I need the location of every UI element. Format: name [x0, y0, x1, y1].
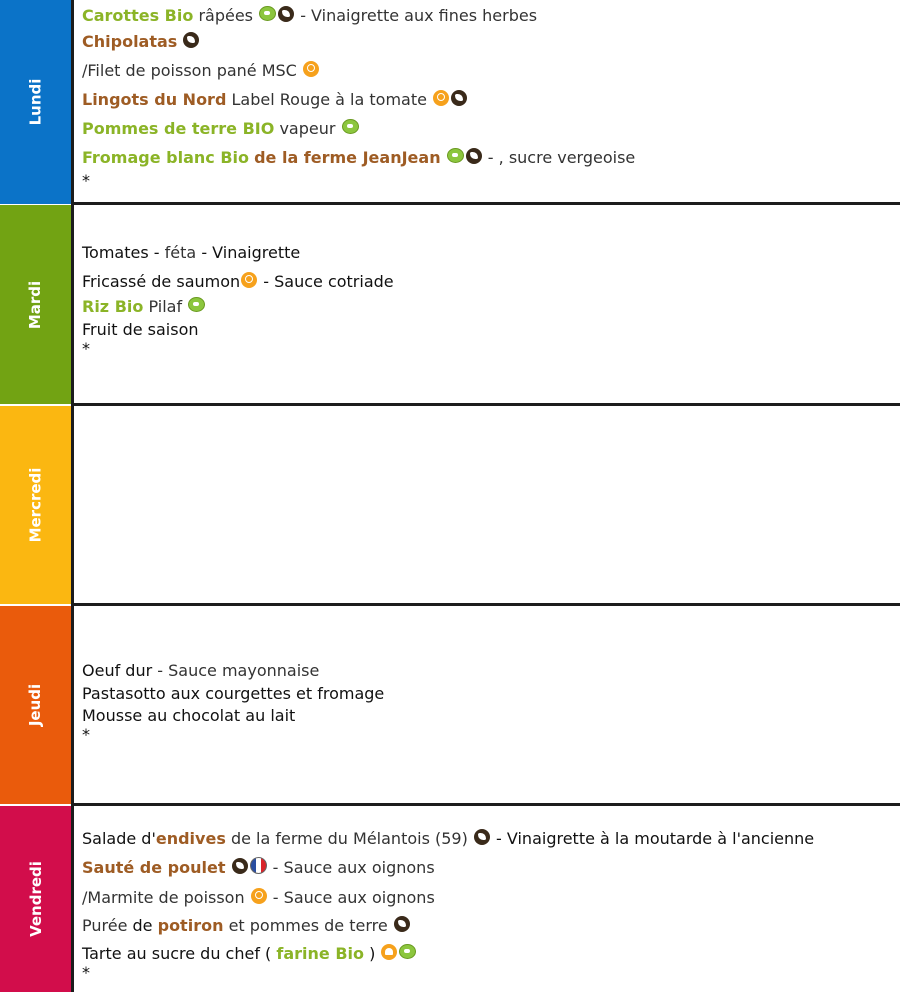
- menu-line: Tarte au sucre du chef ( farine Bio ): [82, 943, 900, 964]
- menu-line: Purée de potiron et pommes de terre: [82, 914, 900, 943]
- local-product-icon: [232, 858, 248, 874]
- menu-line: Tomates - féta - Vinaigrette: [82, 243, 301, 262]
- menu-line: Sauté de poulet - Sauce aux oignons: [82, 858, 435, 877]
- bio-icon: [342, 119, 359, 134]
- menu-line: Fricassé de saumon - Sauce cotriade: [82, 272, 394, 291]
- menu-lundi: [82, 5, 900, 190]
- menu-line: Riz Bio Pilaf: [82, 295, 900, 319]
- bio-icon: [259, 6, 276, 21]
- day-mercredi: [0, 406, 900, 604]
- menu-line: /Marmite de poisson - Sauce aux oignons: [82, 888, 435, 907]
- menu-line: /Filet de poisson pané MSC: [82, 56, 900, 85]
- local-product-icon: [451, 90, 467, 106]
- menu-vendredi: [82, 827, 900, 982]
- menu-line: Mousse au chocolat au lait: [82, 706, 296, 725]
- bio-icon: [447, 148, 464, 163]
- local-product-icon: [278, 6, 294, 22]
- divider: [71, 606, 74, 804]
- menu-line: Carottes Bio râpées - Vinaigrette aux fines herbes: [82, 6, 538, 25]
- day-vendredi: [0, 806, 900, 992]
- menu-jeudi: [82, 659, 900, 744]
- day-jeudi: [0, 606, 900, 804]
- menu-line: *: [82, 725, 90, 744]
- day-label-vendredi: Vendredi: [0, 806, 71, 992]
- menu-line: *: [82, 339, 90, 358]
- menu-line: Chipolatas: [82, 27, 900, 56]
- chef-hat-icon: [381, 944, 397, 960]
- menu-line: Lingots du Nord Label Rouge à la tomate: [82, 85, 900, 114]
- menu-line: Pastasotto aux courgettes et fromage: [82, 684, 385, 703]
- day-label-mardi: Mardi: [0, 205, 71, 404]
- quality-label-icon: [303, 61, 319, 77]
- menu-line: Fromage blanc Bio de la ferme JeanJean - , sucre vergeoise: [82, 148, 636, 167]
- day-lundi: [0, 0, 900, 204]
- local-product-icon: [474, 829, 490, 845]
- menu-line: Pommes de terre BIO vapeur: [82, 114, 900, 143]
- menu-line: Oeuf dur - Sauce mayonnaise: [82, 661, 320, 680]
- bio-icon: [188, 297, 205, 312]
- quality-label-icon: [433, 90, 449, 106]
- day-mardi: [0, 205, 900, 404]
- menu-line: *: [82, 963, 90, 982]
- menu-line: *: [82, 171, 90, 190]
- menu-line: Salade d'endives de la ferme du Mélantois (59) - Vinaigrette à la moutarde à l'ancienne: [82, 829, 815, 848]
- france-flag-icon: [250, 857, 267, 874]
- divider: [71, 406, 74, 604]
- menu-line: Fruit de saison: [82, 320, 199, 339]
- local-product-icon: [466, 148, 482, 164]
- divider: [71, 205, 74, 404]
- quality-label-icon: [241, 272, 257, 288]
- local-product-icon: [183, 32, 199, 48]
- divider: [71, 806, 74, 992]
- local-product-icon: [394, 916, 410, 932]
- divider: [71, 0, 74, 204]
- bio-icon: [399, 944, 416, 959]
- day-label-lundi: Lundi: [0, 0, 71, 204]
- day-label-mercredi: Mercredi: [0, 406, 71, 604]
- quality-label-icon: [251, 888, 267, 904]
- day-label-jeudi: Jeudi: [0, 606, 71, 804]
- menu-mardi: [82, 241, 900, 358]
